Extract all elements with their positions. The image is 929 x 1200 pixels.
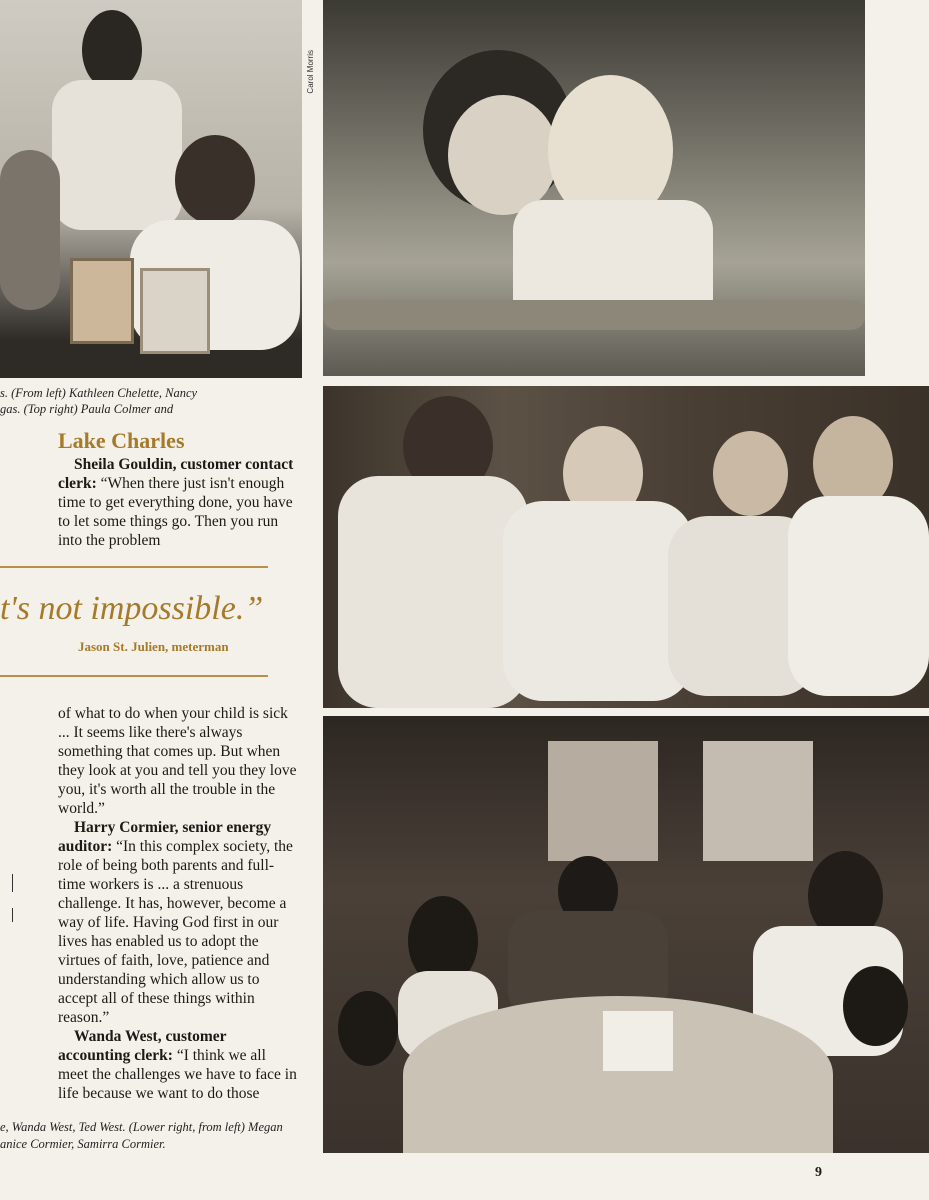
body-column-top [58,455,298,550]
photo-credit: Carol Morris [306,50,315,94]
photo-top-right-mother-son [323,0,865,376]
caption-top-line1: s. (From left) Kathleen Chelette, Nancy [0,386,198,400]
paragraph-sheila-continued: of what to do when your child is sick ... It seems like there's always something that comes up. But when they look at you and tell you they love you, it's worth all the trouble in the world.” [58,705,297,817]
pull-quote-rule-bottom [0,675,268,677]
name-sheila: Sheila Gouldin, customer contact clerk: [58,456,294,492]
caption-bottom-line1: e, Wanda West, Ted West. (Lower right, from left) Megan [0,1120,283,1134]
page-number: 9 [815,1165,822,1180]
paragraph-wanda [58,1027,298,1103]
text-wanda: “I think we all meet the challenges we have to face in life because we want to do those [58,1047,297,1102]
name-wanda: Wanda West, customer accounting clerk: [58,1028,227,1064]
caption-top-line2: gas. (Top right) Paula Colmer and [0,402,174,416]
photo-middle-right-family [323,386,929,708]
caption-bottom-line2: anice Cormier, Samirra Cormier. [0,1137,166,1151]
photo-top-left-family [0,0,302,378]
paragraph-sheila [58,455,298,550]
paragraph-harry [58,818,298,1027]
pull-quote-rule-top [0,566,268,568]
text-sheila: “When there just isn't enough time to get everything done, you have to let some things go. Then you run into the problem [58,475,293,549]
body-column-bottom [58,704,298,1103]
name-harry: Harry Cormier, senior energy auditor: [58,819,272,855]
margin-mark [12,908,13,922]
text-harry: “In this complex society, the role of being both parents and full-time workers is ... a strenuous challenge. It has, however, become a way of life. Having God first in our lives has enabled us to adopt the virtues of faith, love, patience and understanding which allow us to accept all of these things within reason.” [58,838,293,1026]
margin-mark [12,874,13,892]
section-heading: Lake Charles [58,428,185,453]
photo-bottom-right-family [323,716,929,1153]
pull-quote-attribution: Jason St. Julien, meterman [78,639,229,654]
pull-quote: t's not impossible.” [0,590,264,627]
